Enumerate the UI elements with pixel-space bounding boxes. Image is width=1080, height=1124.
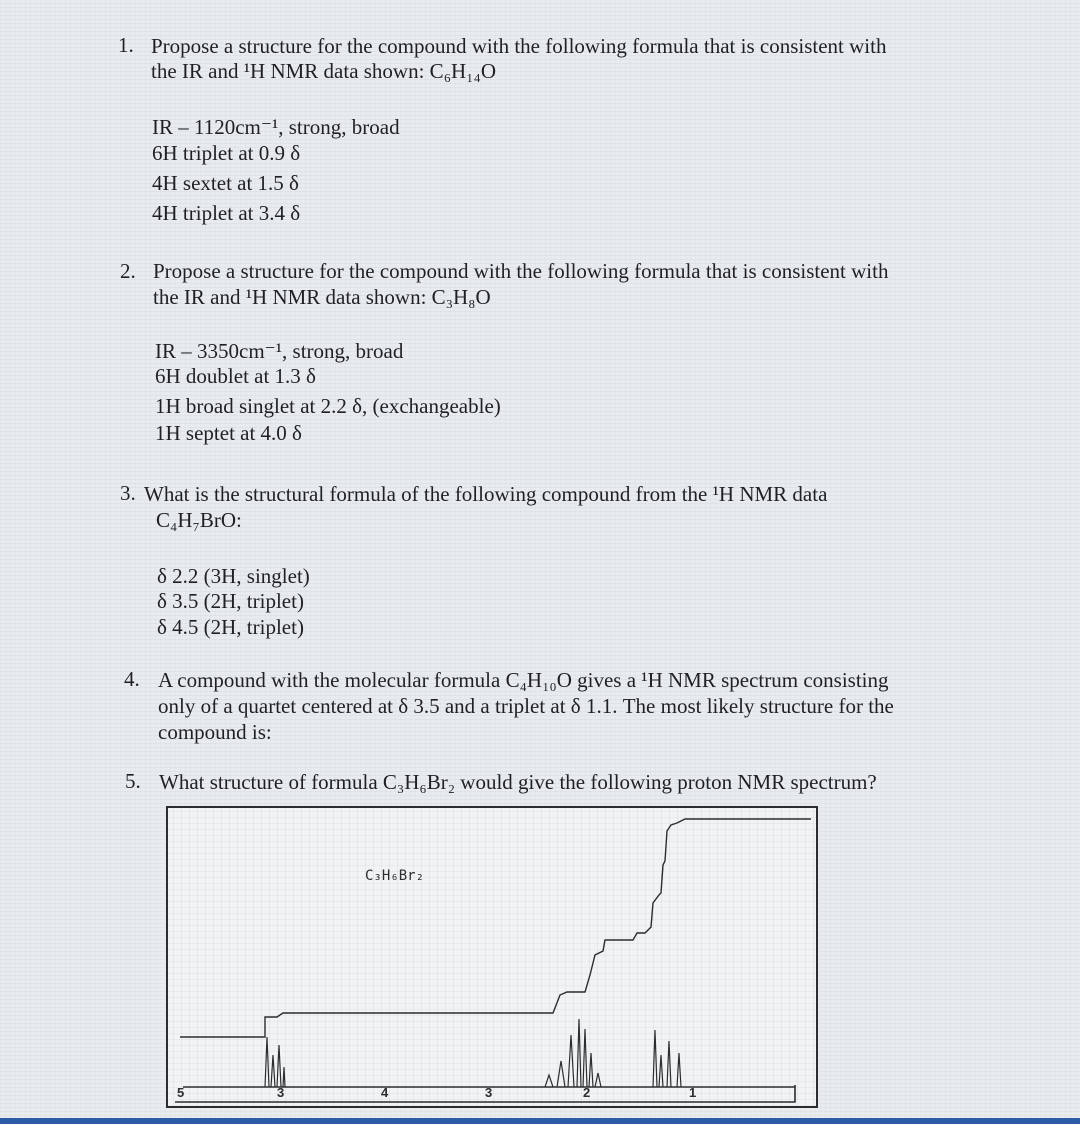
question-number: 3.	[120, 481, 136, 505]
question-text-line1: Propose a structure for the compound with the following formula that is consistent with	[151, 34, 887, 58]
axis-tick-label: 5	[177, 1085, 185, 1100]
nmr-signal: 6H triplet at 0.9 δ	[152, 141, 301, 165]
axis-tick-label: 2	[583, 1085, 591, 1100]
question-text-line2: the IR and ¹H NMR data shown: C₃H₈O	[153, 285, 491, 309]
nmr-signal: 1H septet at 4.0 δ	[155, 421, 302, 445]
spectrum-formula-label: C₃H₆Br₂	[365, 868, 425, 884]
nmr-signal: δ 2.2 (3H, singlet)	[157, 564, 310, 588]
nmr-signal: δ 3.5 (2H, triplet)	[157, 589, 304, 613]
nmr-signal: 4H triplet at 3.4 δ	[152, 201, 301, 225]
axis-tick-label: 3	[277, 1085, 285, 1100]
question-text-line2: C₄H₇BrO:	[156, 508, 242, 532]
question-text-line1: What is the structural formula of the following compound from the ¹H NMR data	[144, 482, 828, 506]
ir-data: IR – 3350cm⁻¹, strong, broad	[155, 339, 404, 363]
question-text-line3: compound is:	[158, 720, 272, 744]
ir-data: IR – 1120cm⁻¹, strong, broad	[152, 115, 400, 139]
nmr-signal: 4H sextet at 1.5 δ	[152, 171, 299, 195]
question-text-line1: Propose a structure for the compound with the following formula that is consistent with	[153, 259, 889, 283]
question-text-line1: A compound with the molecular formula C₄H₁₀O gives a ¹H NMR spectrum consisting	[158, 668, 889, 692]
nmr-signal: 1H broad singlet at 2.2 δ, (exchangeable)	[155, 394, 501, 418]
nmr-spectrum-figure	[165, 805, 820, 1110]
axis-tick-label: 3	[485, 1085, 493, 1100]
nmr-signal: 6H doublet at 1.3 δ	[155, 364, 316, 388]
question-number: 2.	[120, 259, 136, 283]
question-number: 5.	[125, 769, 141, 793]
axis-tick-label: 4	[381, 1085, 389, 1100]
question-number: 1.	[118, 33, 134, 57]
axis-tick-label: 1	[689, 1085, 697, 1100]
question-text-line2: the IR and ¹H NMR data shown: C₆H₁₄O	[151, 59, 496, 83]
question-number: 4.	[124, 667, 140, 691]
question-text-line1: What structure of formula C₃H₆Br₂ would give the following proton NMR spectrum?	[159, 770, 877, 794]
bottom-edge-bar	[0, 1118, 1080, 1124]
spectrum-grid	[168, 808, 816, 1106]
question-text-line2: only of a quartet centered at δ 3.5 and a triplet at δ 1.1. The most likely structure for the	[158, 694, 894, 718]
nmr-signal: δ 4.5 (2H, triplet)	[157, 615, 304, 639]
